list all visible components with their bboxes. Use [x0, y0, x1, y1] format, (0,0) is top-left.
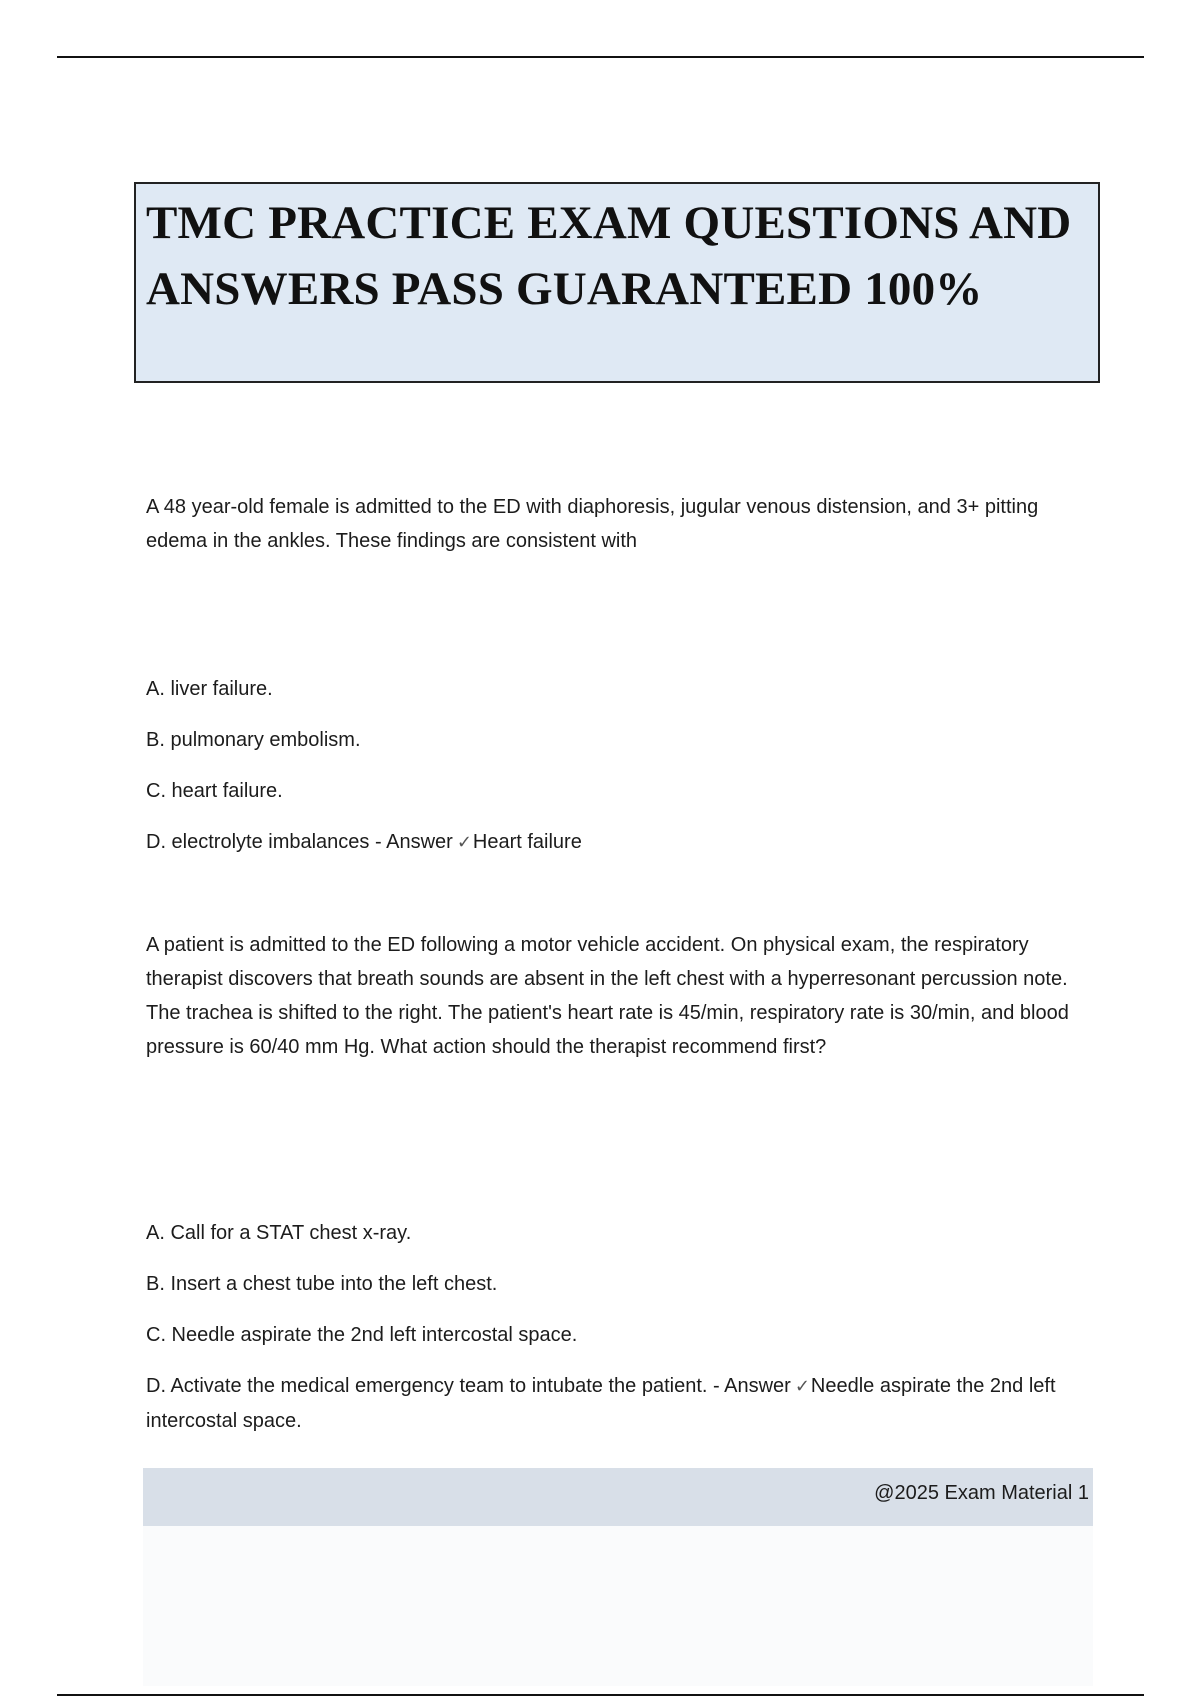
check-icon: ✓ [794, 1376, 810, 1397]
title-box [134, 182, 1100, 383]
question-stem: A 48 year-old female is admitted to the ED with diaphoresis, jugular venous distension, and 3+ pitting edema in the ankles. These findings are consistent with [146, 496, 1039, 552]
top-rule [57, 56, 1144, 58]
option-a: A. Call for a STAT chest x-ray. [146, 1222, 412, 1244]
footer-band [143, 1468, 1093, 1526]
answer-text: Needle aspirate the 2nd left intercostal space. [146, 1375, 1056, 1432]
question-stem: A patient is admitted to the ED following a motor vehicle accident. On physical exam, the respiratory therapist discovers that breath sounds are absent in the left chest with a hyperresonant percussion note. The trachea is shifted to the right. The patient's heart rate is 45/min, respiratory rate is 30/min, and blood pressure is 60/40 mm Hg. What action should the therapist recommend first? [146, 934, 1069, 1058]
option-b: B. Insert a chest tube into the left chest. [146, 1273, 498, 1295]
option-d-with-answer [146, 825, 1086, 860]
answer-text: Heart failure [472, 831, 582, 853]
option-list [146, 1216, 1086, 1438]
answer-label: - Answer [375, 831, 453, 853]
question-1 [146, 490, 1086, 558]
option-list [146, 672, 1086, 860]
footer-text: @2025 Exam Material 1 [874, 1482, 1089, 1504]
option-d: D. Activate the medical emergency team to intubate the patient. [146, 1375, 708, 1397]
option-c: C. Needle aspirate the 2nd left intercostal space. [146, 1324, 578, 1346]
option-b: B. pulmonary embolism. [146, 729, 361, 751]
answer-label: - Answer [713, 1375, 791, 1397]
question-1-options [146, 672, 1086, 860]
footer-shade [143, 1526, 1093, 1686]
question-2 [146, 928, 1086, 1064]
check-icon: ✓ [456, 832, 472, 853]
option-d-with-answer [146, 1369, 1086, 1438]
question-2-options [146, 1216, 1086, 1438]
option-a: A. liver failure. [146, 678, 273, 700]
option-c: C. heart failure. [146, 780, 283, 802]
option-d: D. electrolyte imbalances [146, 831, 370, 853]
page-title: TMC PRACTICE EXAM QUESTIONS AND ANSWERS PASS GUARANTEED 100% [146, 197, 1072, 315]
bottom-rule [57, 1694, 1144, 1696]
